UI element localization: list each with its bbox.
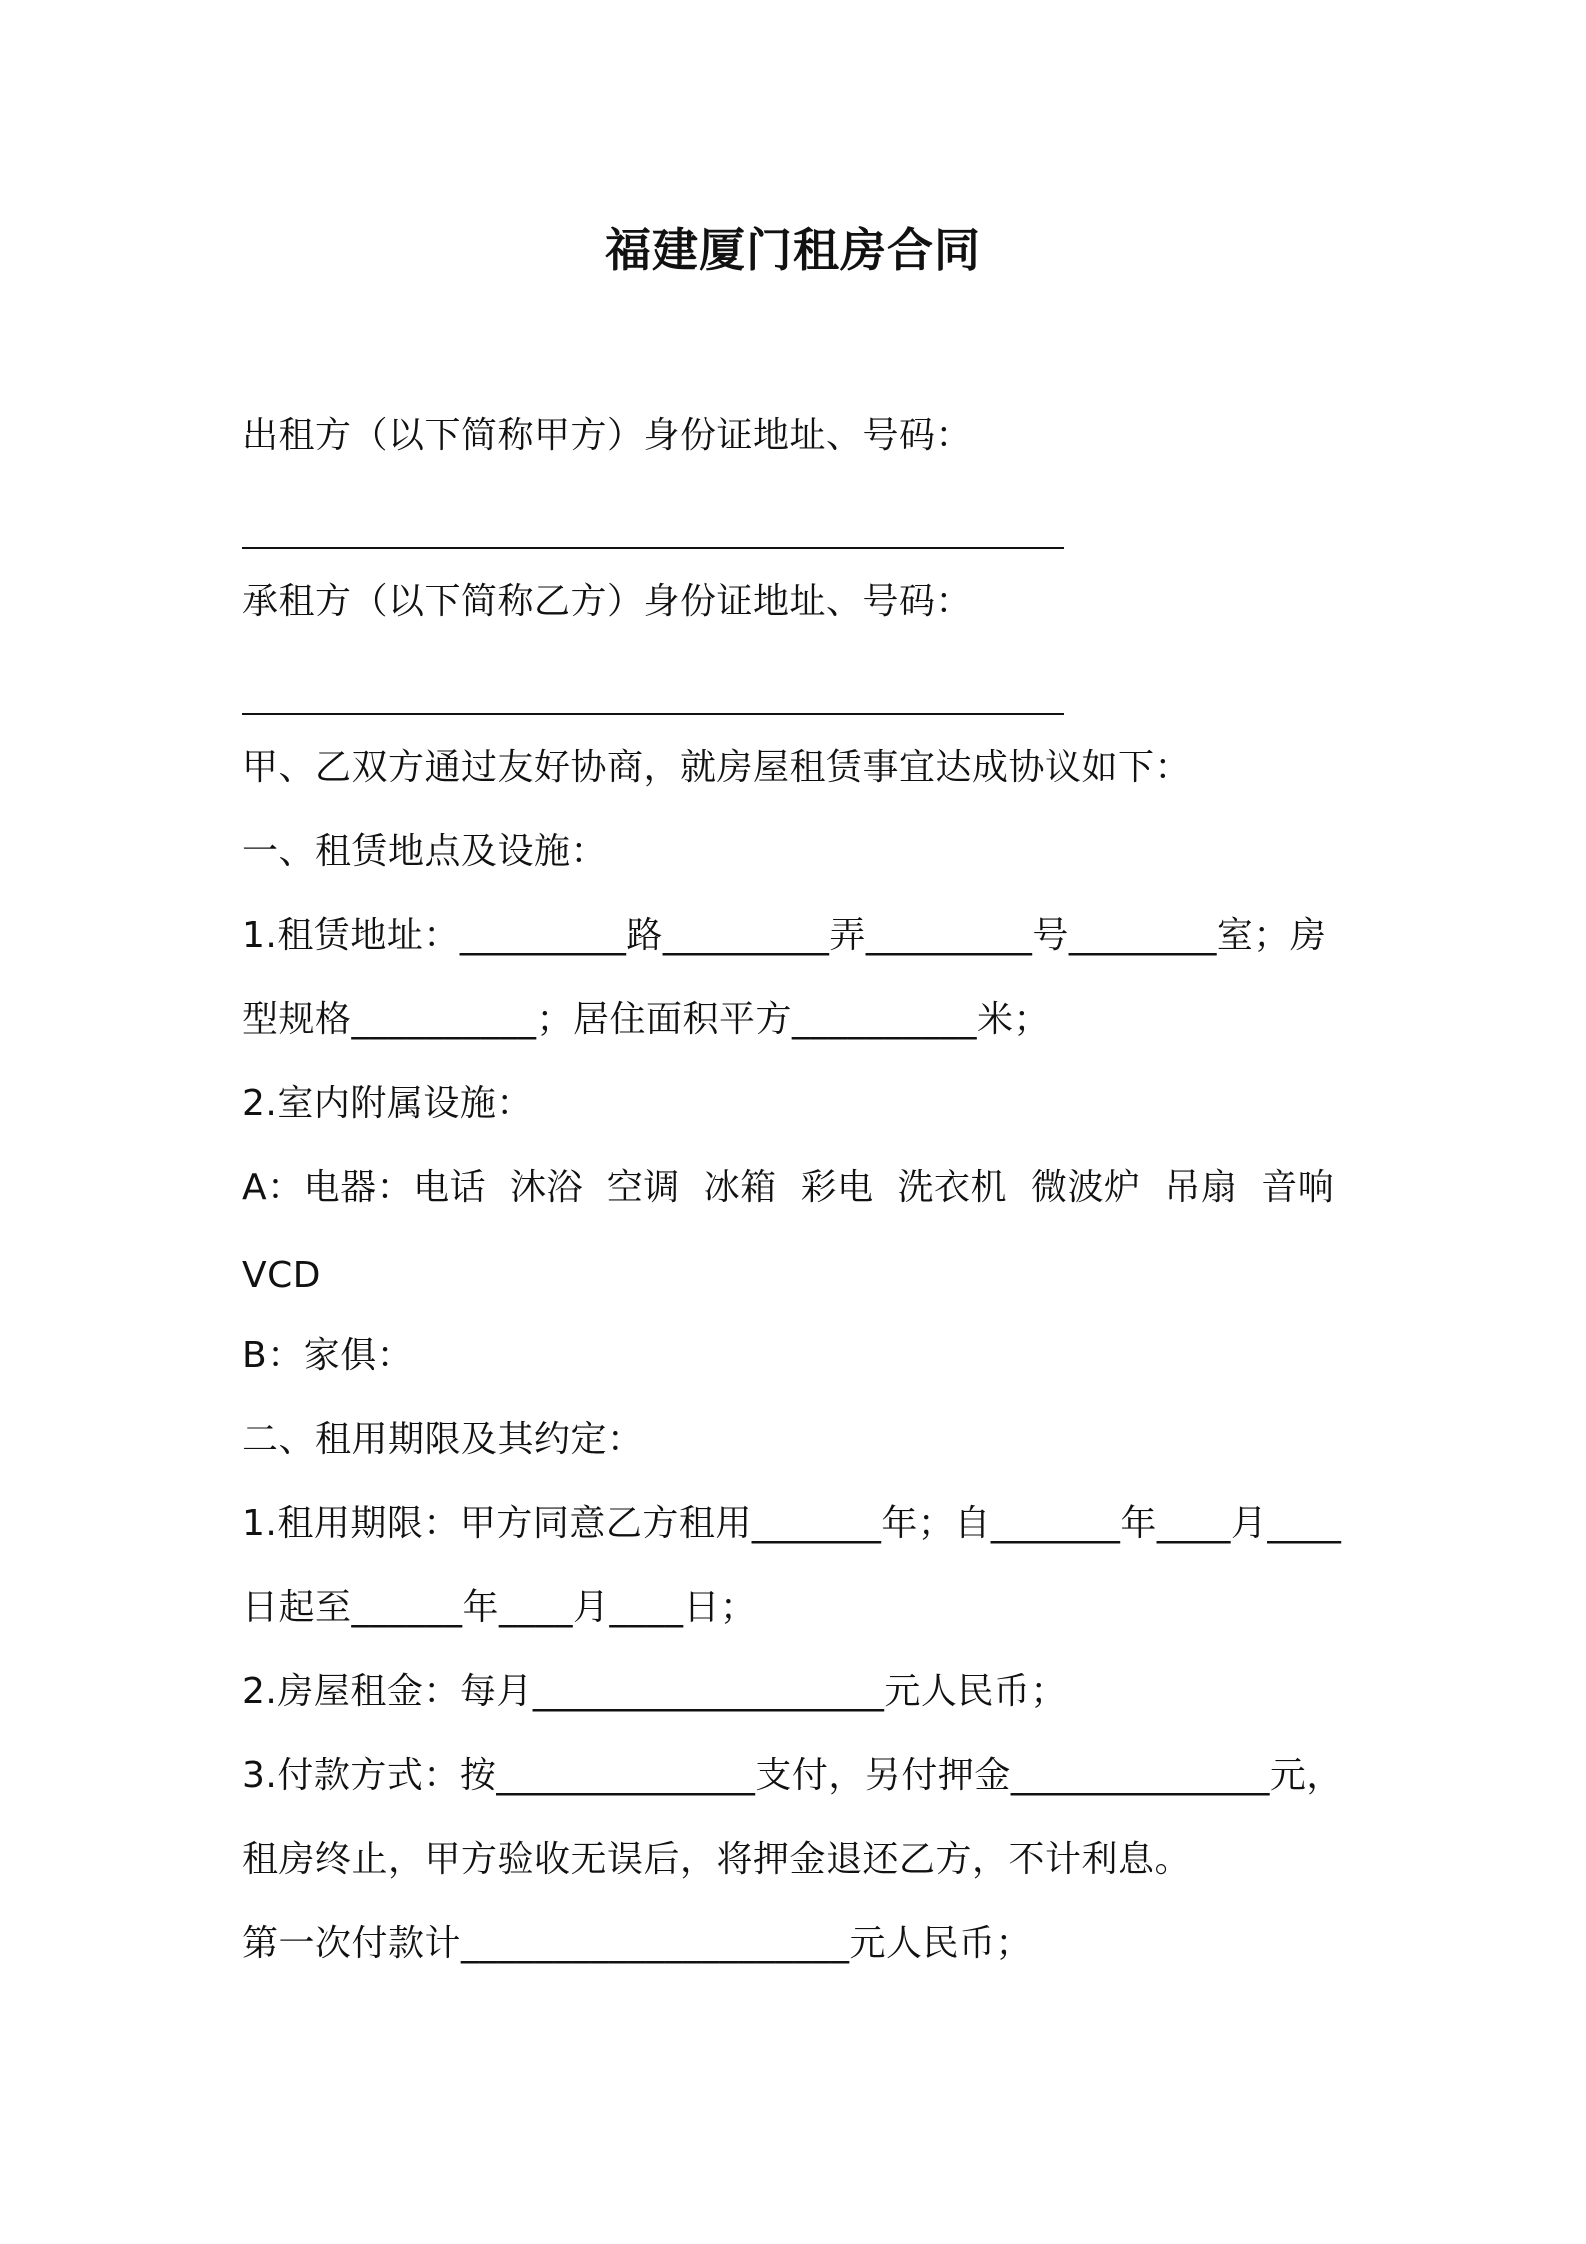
deposit-return-line: 租房终止，甲方验收无误后，将押金退还乙方，不计利息。 bbox=[242, 1839, 1192, 1880]
section-1-heading: 一、租赁地点及设施： bbox=[242, 831, 608, 872]
first-payment-line: 第一次付款计_____________________元人民币； bbox=[242, 1923, 1033, 1964]
appliances-line-continued: VCD bbox=[242, 1255, 321, 1296]
lessee-id-label: 承租方（以下简称乙方）身份证地址、号码： bbox=[242, 581, 973, 622]
rental-address-line: 1.租赁地址：_________路_________弄_________号________室；房 bbox=[242, 915, 1327, 956]
appliances-line: A：电器：电话 沐浴 空调 冰箱 彩电 洗衣机 微波炉 吊扇 音响 bbox=[242, 1167, 1335, 1208]
monthly-rent-line: 2.房屋租金：每月___________________元人民币； bbox=[242, 1671, 1067, 1712]
payment-method-line: 3.付款方式：按______________支付，另付押金______________元， bbox=[242, 1755, 1343, 1796]
facilities-heading: 2.室内附属设施： bbox=[242, 1083, 533, 1124]
document-title: 福建厦门租房合同 bbox=[605, 223, 981, 277]
lease-term-line-continued: 日起至______年____月____日； bbox=[242, 1587, 757, 1628]
lessor-id-label: 出租方（以下简称甲方）身份证地址、号码： bbox=[242, 415, 973, 456]
furniture-line: B：家俱： bbox=[242, 1335, 414, 1376]
section-2-heading: 二、租用期限及其约定： bbox=[242, 1419, 644, 1460]
lessor-id-blank-line bbox=[242, 547, 1064, 549]
lease-term-line: 1.租用期限：甲方同意乙方租用_______年；自_______年____月____ bbox=[242, 1503, 1342, 1544]
lessee-id-blank-line bbox=[242, 713, 1064, 715]
agreement-intro: 甲、乙双方通过友好协商，就房屋租赁事宜达成协议如下： bbox=[242, 747, 1192, 788]
room-spec-line: 型规格__________；居住面积平方__________米； bbox=[242, 999, 1051, 1040]
